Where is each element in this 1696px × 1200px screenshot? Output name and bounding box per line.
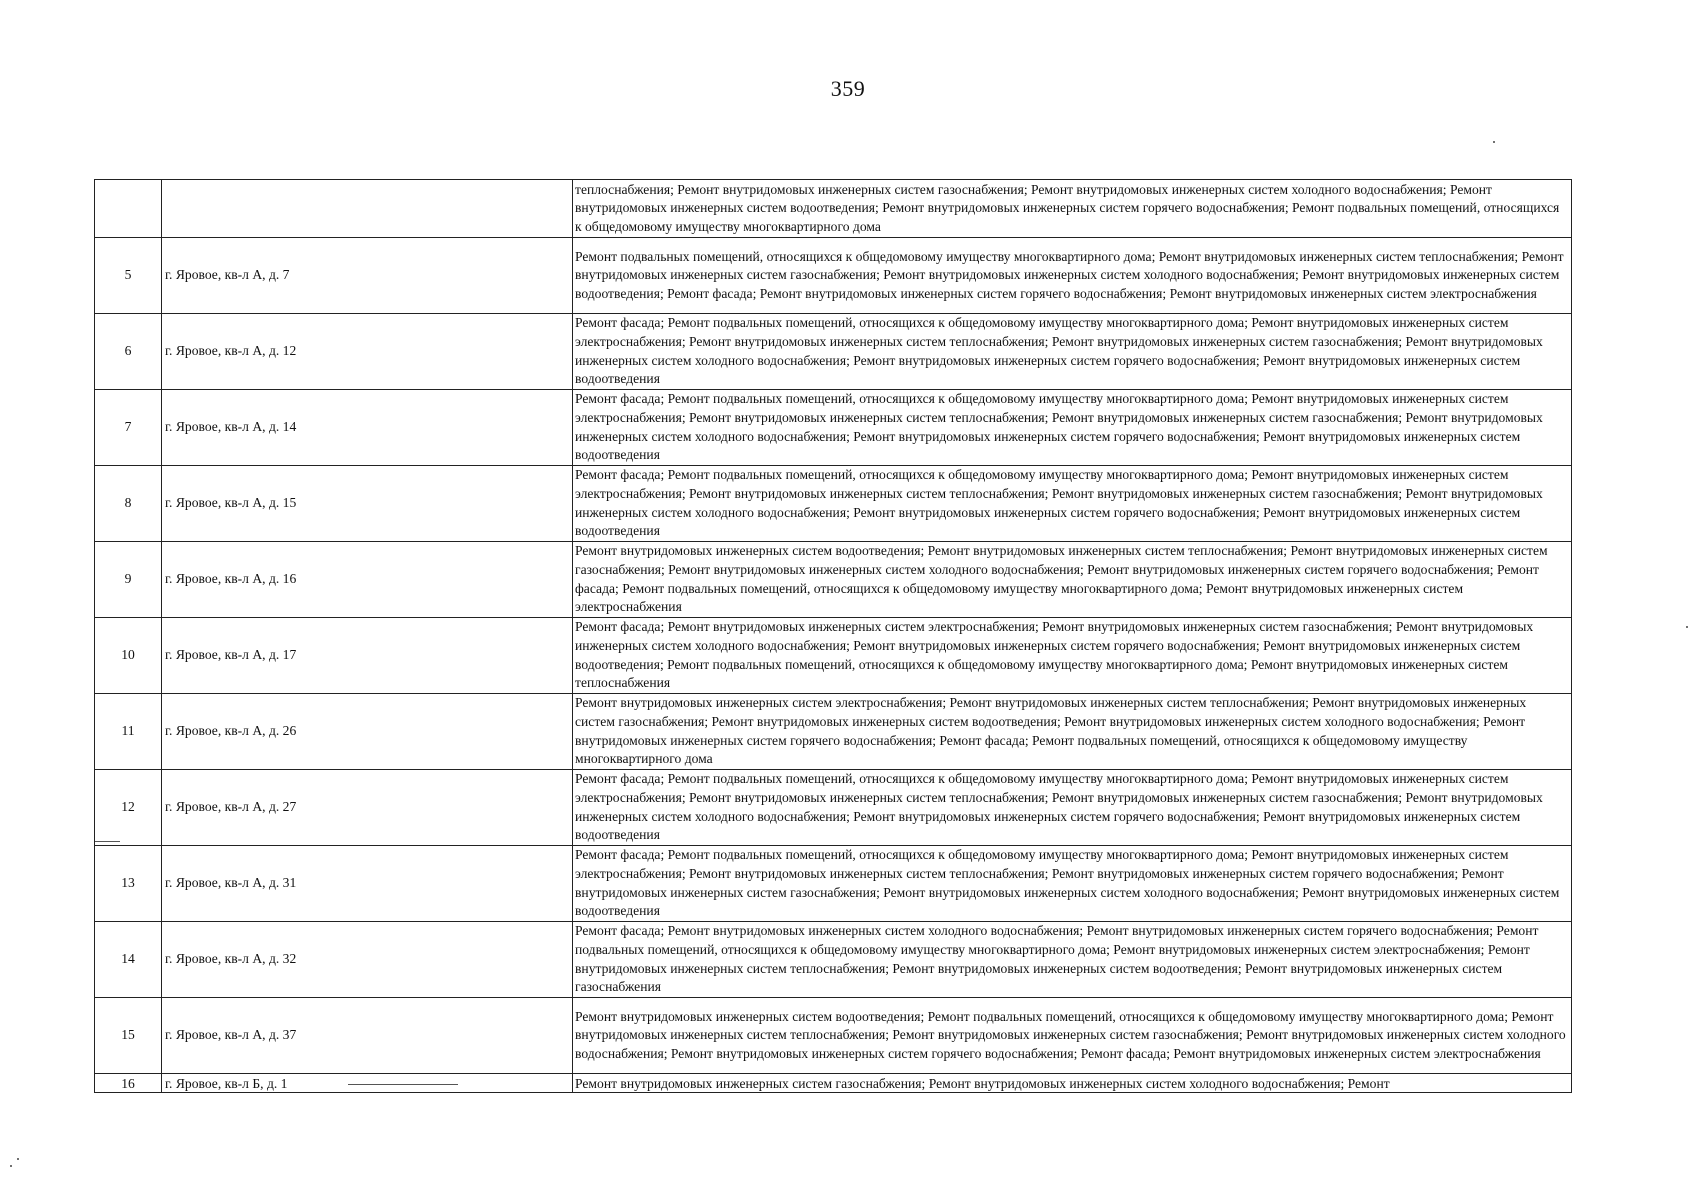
row-address: г. Яровое, кв-л А, д. 16 xyxy=(162,542,573,618)
row-address: г. Яровое, кв-л А, д. 32 xyxy=(162,922,573,998)
row-works: Ремонт фасада; Ремонт подвальных помещений, относящихся к общедомовому имуществу многоквартирного дома; Ремонт внутридомовых инженерных систем электроснабжения; Ремонт внутридомовых инженерных систем теплоснабжения; Ремонт внутридомовых инженерных систем газоснабжения; Ремонт внутридомовых инженерных систем холодного водоснабжения; Ремонт внутридомовых инженерных систем горячего водоснабжения; Ремонт внутридомовых инженерных систем водоотведения xyxy=(573,314,1572,390)
row-address: г. Яровое, кв-л А, д. 26 xyxy=(162,694,573,770)
row-works: Ремонт фасада; Ремонт подвальных помещений, относящихся к общедомовому имуществу многоквартирного дома; Ремонт внутридомовых инженерных систем электроснабжения; Ремонт внутридомовых инженерных систем теплоснабжения; Ремонт внутридомовых инженерных систем газоснабжения; Ремонт внутридомовых инженерных систем холодного водоснабжения; Ремонт внутридомовых инженерных систем горячего водоснабжения; Ремонт внутридомовых инженерных систем водоотведения xyxy=(573,770,1572,846)
table-row xyxy=(95,238,1572,314)
row-address: г. Яровое, кв-л А, д. 7 xyxy=(162,238,573,314)
scan-speck xyxy=(10,1165,12,1167)
scan-speck xyxy=(1686,626,1688,628)
repair-works-table xyxy=(94,179,1572,1093)
row-address xyxy=(162,180,573,238)
row-works: Ремонт фасада; Ремонт внутридомовых инженерных систем электроснабжения; Ремонт внутридомовых инженерных систем газоснабжения; Ремонт внутридомовых инженерных систем холодного водоснабжения; Ремонт внутридомовых инженерных систем горячего водоснабжения; Ремонт внутридомовых инженерных систем водоотведения; Ремонт подвальных помещений, относящихся к общедомовому имуществу многоквартирного дома; Ремонт внутридомовых инженерных систем теплоснабжения xyxy=(573,618,1572,694)
table-body xyxy=(95,180,1572,1093)
table-row xyxy=(95,1074,1572,1093)
row-address: г. Яровое, кв-л Б, д. 1 xyxy=(162,1074,573,1093)
table-row xyxy=(95,314,1572,390)
table-row xyxy=(95,770,1572,846)
table-row xyxy=(95,998,1572,1074)
scan-speck xyxy=(17,1158,19,1160)
page-number: 359 xyxy=(830,76,866,101)
row-address: г. Яровое, кв-л А, д. 15 xyxy=(162,466,573,542)
row-works: Ремонт внутридомовых инженерных систем газоснабжения; Ремонт внутридомовых инженерных систем холодного водоснабжения; Ремонт xyxy=(573,1074,1572,1093)
row-number xyxy=(95,180,162,238)
row-number: 15 xyxy=(95,998,162,1074)
row-works: Ремонт внутридомовых инженерных систем электроснабжения; Ремонт внутридомовых инженерных систем теплоснабжения; Ремонт внутридомовых инженерных систем газоснабжения; Ремонт внутридомовых инженерных систем водоотведения; Ремонт внутридомовых инженерных систем холодного водоснабжения; Ремонт внутридомовых инженерных систем горячего водоснабжения; Ремонт фасада; Ремонт подвальных помещений, относящихся к общедомовому имуществу многоквартирного дома xyxy=(573,694,1572,770)
row-works: Ремонт фасада; Ремонт подвальных помещений, относящихся к общедомовому имуществу многоквартирного дома; Ремонт внутридомовых инженерных систем электроснабжения; Ремонт внутридомовых инженерных систем теплоснабжения; Ремонт внутридомовых инженерных систем горячего водоснабжения; Ремонт внутридомовых инженерных систем газоснабжения; Ремонт внутридомовых инженерных систем холодного водоснабжения; Ремонт внутридомовых инженерных систем водоотведения xyxy=(573,846,1572,922)
row-number: 5 xyxy=(95,238,162,314)
row-works: Ремонт фасада; Ремонт подвальных помещений, относящихся к общедомовому имуществу многоквартирного дома; Ремонт внутридомовых инженерных систем электроснабжения; Ремонт внутридомовых инженерных систем теплоснабжения; Ремонт внутридомовых инженерных систем газоснабжения; Ремонт внутридомовых инженерных систем холодного водоснабжения; Ремонт внутридомовых инженерных систем горячего водоснабжения; Ремонт внутридомовых инженерных систем водоотведения xyxy=(573,390,1572,466)
row-works: Ремонт внутридомовых инженерных систем водоотведения; Ремонт внутридомовых инженерных систем теплоснабжения; Ремонт внутридомовых инженерных систем газоснабжения; Ремонт внутридомовых инженерных систем холодного водоснабжения; Ремонт внутридомовых инженерных систем горячего водоснабжения; Ремонт фасада; Ремонт подвальных помещений, относящихся к общедомовому имуществу многоквартирного дома; Ремонт внутридомовых инженерных систем электроснабжения xyxy=(573,542,1572,618)
row-number: 6 xyxy=(95,314,162,390)
row-number: 12 xyxy=(95,770,162,846)
row-address: г. Яровое, кв-л А, д. 27 xyxy=(162,770,573,846)
table-row xyxy=(95,694,1572,770)
table-row xyxy=(95,922,1572,998)
row-number: 13 xyxy=(95,846,162,922)
row-works: Ремонт подвальных помещений, относящихся к общедомовому имуществу многоквартирного дома; Ремонт внутридомовых инженерных систем теплоснабжения; Ремонт внутридомовых инженерных систем газоснабжения; Ремонт внутридомовых инженерных систем холодного водоснабжения; Ремонт внутридомовых инженерных систем водоотведения; Ремонт фасада; Ремонт внутридомовых инженерных систем горячего водоснабжения; Ремонт внутридомовых инженерных систем электроснабжения xyxy=(573,238,1572,314)
row-number: 11 xyxy=(95,694,162,770)
table-row xyxy=(95,390,1572,466)
row-works: Ремонт внутридомовых инженерных систем водоотведения; Ремонт подвальных помещений, относящихся к общедомовому имуществу многоквартирного дома; Ремонт внутридомовых инженерных систем теплоснабжения; Ремонт внутридомовых инженерных систем газоснабжения; Ремонт внутридомовых инженерных систем холодного водоснабжения; Ремонт внутридомовых инженерных систем горячего водоснабжения; Ремонт фасада; Ремонт внутридомовых инженерных систем электроснабжения xyxy=(573,998,1572,1074)
row-number: 9 xyxy=(95,542,162,618)
row-number: 10 xyxy=(95,618,162,694)
table-row xyxy=(95,542,1572,618)
row-works: теплоснабжения; Ремонт внутридомовых инженерных систем газоснабжения; Ремонт внутридомовых инженерных систем холодного водоснабжения; Ремонт внутридомовых инженерных систем водоотведения; Ремонт внутридомовых инженерных систем горячего водоснабжения; Ремонт подвальных помещений, относящихся к общедомовому имуществу многоквартирного дома xyxy=(573,180,1572,238)
row-works: Ремонт фасада; Ремонт внутридомовых инженерных систем холодного водоснабжения; Ремонт внутридомовых инженерных систем горячего водоснабжения; Ремонт подвальных помещений, относящихся к общедомовому имуществу многоквартирного дома; Ремонт внутридомовых инженерных систем электроснабжения; Ремонт внутридомовых инженерных систем теплоснабжения; Ремонт внутридомовых инженерных систем водоотведения; Ремонт внутридомовых инженерных систем газоснабжения xyxy=(573,922,1572,998)
row-address: г. Яровое, кв-л А, д. 17 xyxy=(162,618,573,694)
table-row xyxy=(95,618,1572,694)
row-number: 8 xyxy=(95,466,162,542)
row-address: г. Яровое, кв-л А, д. 37 xyxy=(162,998,573,1074)
row-number: 14 xyxy=(95,922,162,998)
row-address: г. Яровое, кв-л А, д. 14 xyxy=(162,390,573,466)
row-address: г. Яровое, кв-л А, д. 12 xyxy=(162,314,573,390)
scan-speck xyxy=(1493,141,1495,143)
table-row xyxy=(95,180,1572,238)
row-works: Ремонт фасада; Ремонт подвальных помещений, относящихся к общедомовому имуществу многоквартирного дома; Ремонт внутридомовых инженерных систем электроснабжения; Ремонт внутридомовых инженерных систем теплоснабжения; Ремонт внутридомовых инженерных систем газоснабжения; Ремонт внутридомовых инженерных систем холодного водоснабжения; Ремонт внутридомовых инженерных систем горячего водоснабжения; Ремонт внутридомовых инженерных систем водоотведения xyxy=(573,466,1572,542)
table-row xyxy=(95,846,1572,922)
row-number: 7 xyxy=(95,390,162,466)
row-address: г. Яровое, кв-л А, д. 31 xyxy=(162,846,573,922)
table-row xyxy=(95,466,1572,542)
row-number: 16 xyxy=(95,1074,162,1093)
